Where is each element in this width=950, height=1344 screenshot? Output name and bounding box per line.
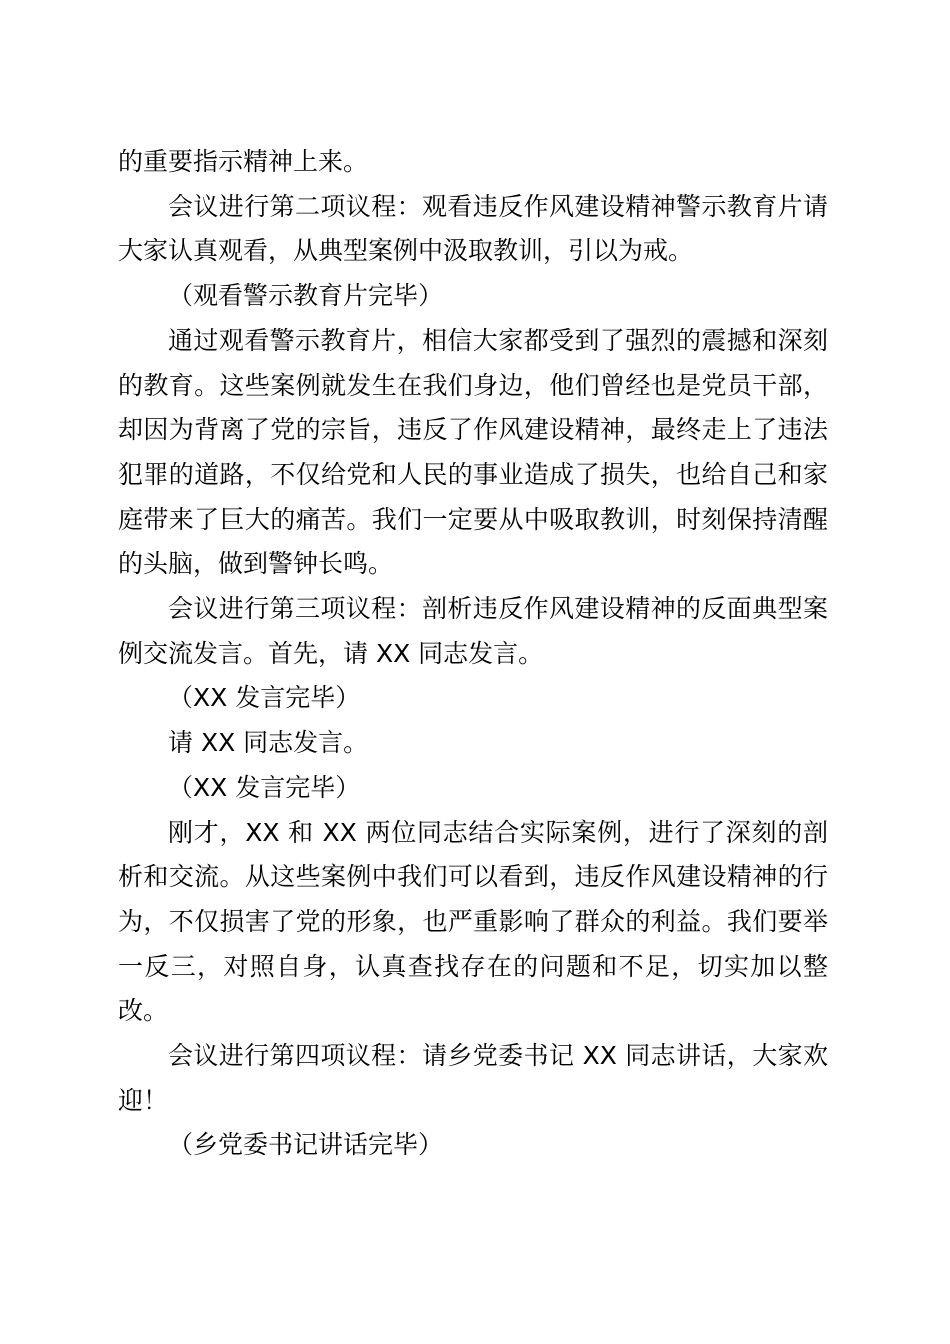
paragraph: 刚才，XX 和 XX 两位同志结合实际案例，进行了深刻的剖析和交流。从这些案例中我们可以看到，违反作风建设精神的行为，不仅损害了党的形象，也严重影响了群众的利益。我们要举一反三，对照自身，认真查找存在的问题和不足，切实加以整改。 [118,817,828,1026]
paragraph: （XX 发言完毕） [168,683,361,713]
paragraph: 会议进行第四项议程：请乡党委书记 XX 同志讲话，大家欢迎！ [118,1041,828,1115]
paragraph: （观看警示教育片完毕） [168,281,444,311]
paragraph: （XX 发言完毕） [168,772,361,802]
paragraph: 通过观看警示教育片，相信大家都受到了强烈的震撼和深刻的教育。这些案例就发生在我们身边，他们曾经也是党员干部，却因为背离了党的宗旨，违反了作风建设精神，最终走上了违法犯罪的道路，不仅给党和人民的事业造成了损失，也给自己和家庭带来了巨大的痛苦。我们一定要从中吸取教训，时刻保持清醒的头脑，做到警钟长鸣。 [118,325,828,579]
paragraph: 会议进行第二项议程：观看违反作风建设精神警示教育片请大家认真观看，从典型案例中汲取教训，引以为戒。 [118,191,828,266]
paragraph: （乡党委书记讲话完毕） [168,1130,444,1160]
paragraph: 的重要指示精神上来。 [118,147,369,176]
document-body [118,140,828,1168]
paragraph: 请 XX 同志发言。 [168,728,369,758]
paragraph: 会议进行第三项议程：剖析违反作风建设精神的反面典型案例交流发言。首先，请 XX 同志发言。 [118,594,828,668]
